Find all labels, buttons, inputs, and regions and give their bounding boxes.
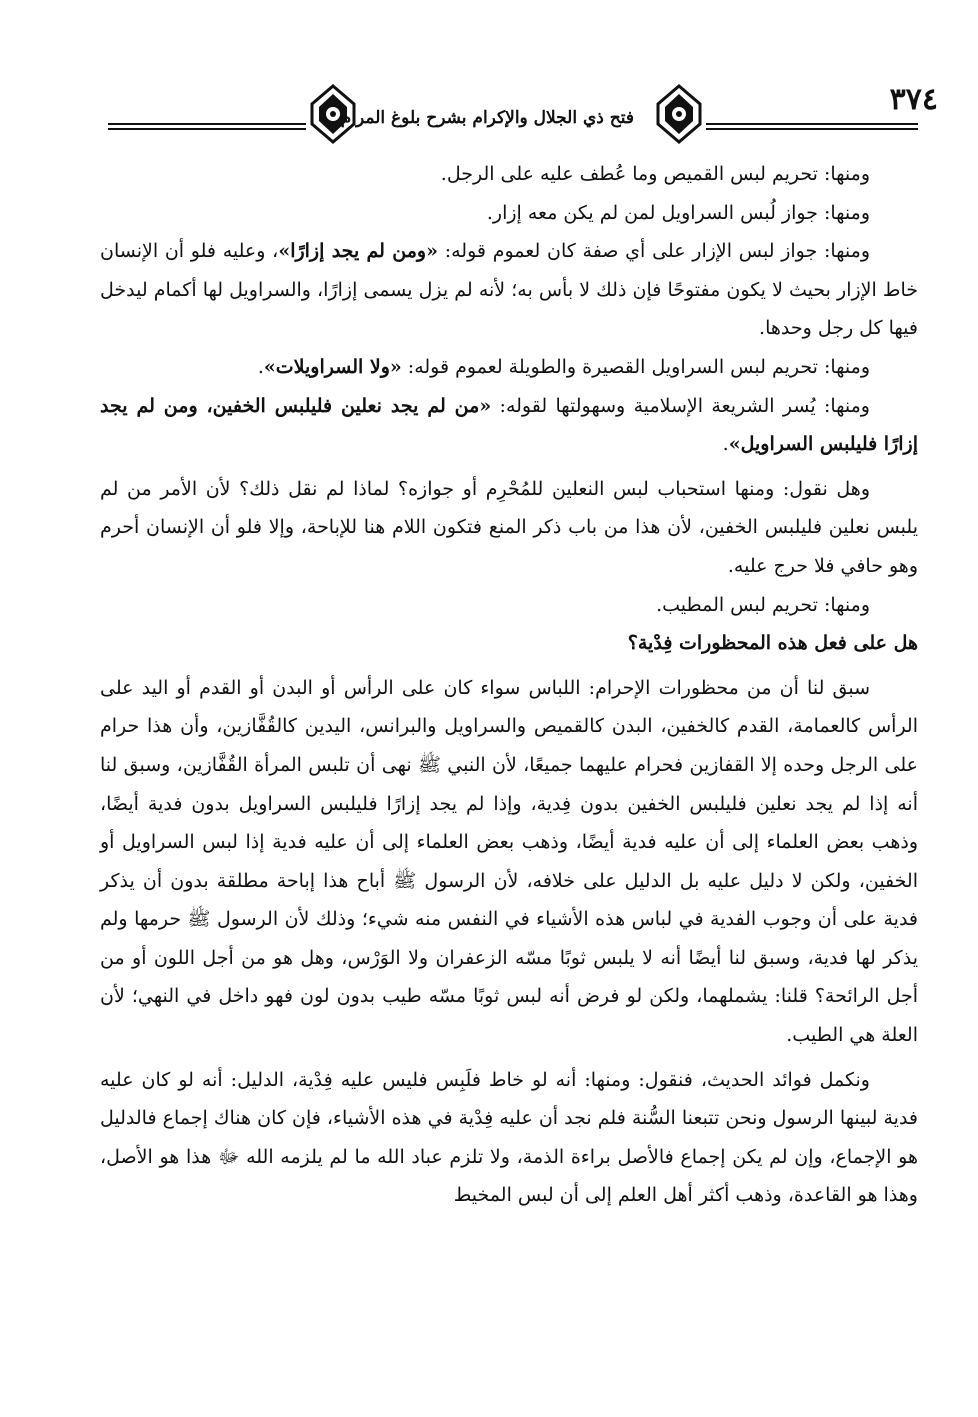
text-span: ومنها: تحريم لبس السراويل القصيرة والطويلة لعموم قوله: xyxy=(401,355,870,378)
paragraph xyxy=(100,194,918,233)
paragraph xyxy=(100,387,918,464)
paragraph xyxy=(100,155,918,194)
right-ornament-icon xyxy=(652,84,706,144)
text-span: ومنها: جواز لبس الإزار على أي صفة كان لعموم قوله: xyxy=(437,240,871,263)
page-header xyxy=(0,0,978,150)
text-span: ومنها: يُسر الشريعة الإسلامية وسهولتها لقوله: xyxy=(491,394,870,417)
running-title: فتح ذي الجلال والإكرام بشرح بلوغ المرام xyxy=(340,108,634,128)
paragraph xyxy=(100,470,918,586)
text-span: . xyxy=(722,433,729,456)
hadith-quote: «من لم يجد نعلين فليلبس الخفين، ومن لم يجد إزارًا فليلبس السراويل» xyxy=(100,394,918,456)
hadith-quote: «ومن لم يجد إزارًا» xyxy=(278,240,438,263)
text-span: هل على فعل هذه المحظورات فِدْية؟ xyxy=(627,632,918,655)
text-span: وهل نقول: ومنها استحباب لبس النعلين للمُحْرِم أو جوازه؟ لماذا لم نقل ذلك؟ لأن الأمر من لم يلبس نعلين فليلبس الخفين، لأن هذا من باب ذكر المنع فتكون اللام هنا للإباحة، وإلا فلو أن الإنسان أحرم وهو حافي فلا حرج عليه. xyxy=(100,477,918,577)
header-rule-right-2 xyxy=(706,128,918,130)
body-text xyxy=(100,155,918,1215)
text-span: . xyxy=(257,355,264,378)
paragraph xyxy=(100,232,918,348)
paragraph xyxy=(100,586,918,625)
text-span: ومنها: جواز لُبس السراويل لمن لم يكن معه إزار. xyxy=(486,201,870,224)
text-span: ومنها: تحريم لبس القميص وما عُطف عليه على الرجل. xyxy=(440,163,870,185)
header-rule-right xyxy=(706,123,918,125)
text-span: ونكمل فوائد الحديث، فنقول: ومنها: أنه لو خاط فلَبِس فليس عليه فِدْية، الدليل: أنه لو كان عليه فدية لبينها الرسول ونحن تتبعنا السُّنة فلم نجد أن عليه فِدْية في هذه الأشياء، فإن كان هناك إجماع فالدليل هو الإجماع، وإن لم يكن إجماع فالأصل براءة الذمة، ولا تلزم عباد الله ما لم يلزمه الله ﷻ هذا هو الأصل، وهذا هو القاعدة، وذهب أكثر أهل العلم إلى أن لبس المخيط xyxy=(100,1068,918,1207)
paragraph xyxy=(100,669,918,1055)
header-rule-left-2 xyxy=(108,128,306,130)
paragraph xyxy=(100,348,918,387)
paragraph xyxy=(100,1061,918,1215)
hadith-quote: «ولا السراويلات» xyxy=(263,355,402,378)
section-heading xyxy=(100,624,918,663)
page-number: ٣٧٤ xyxy=(889,82,938,117)
text-span: سبق لنا أن من محظورات الإحرام: اللباس سواء كان على الرأس أو البدن أو القدم أو اليد على الرأس كالعمامة، القدم كالخفين، البدن كالقميص والسراويل والبرانس، اليدين كالقُفَّازين، وأن هذا حرام على الرجل وحده إلا القفازين فحرام عليهما جميعًا، لأن النبي ﷺ نهى أن تلبس المرأة القُفَّازين، وسبق لنا أنه إذا لم يجد نعلين فليلبس الخفين بدون فِدية، وإذا لم يجد إزارًا فليلبس السراويل بدون فدية أيضًا، وذهب بعض العلماء إلى أن عليه فدية أيضًا، وذهب بعض العلماء إلى أن عليه فدية إذا لبس السراويل أو الخفين، ولكن لا دليل عليه بل الدليل على خلافه، لأن الرسول ﷺ أباح هذا إباحة مطلقة بدون أن يذكر فدية على أن وجوب الفدية في لباس هذه الأشياء في النفس منه شيء؛ وذلك لأن الرسول ﷺ حرمها ولم يذكر لها فدية، وسبق لنا أيضًا أنه لا يلبس ثوبًا مسّه الزعفران ولا الوَرْس، وهل هو من أجل اللون أو من أجل الرائحة؟ قلنا: يشملهما، ولكن لو فرض أنه لبس ثوبًا مسّه طيب بدون لون فهو داخل في النهي؛ لأن العلة هي الطيب. xyxy=(100,676,918,1047)
text-span: ، وعليه فلو أن الإنسان خاط الإزار بحيث لا يكون مفتوحًا فإن ذلك لا بأس به؛ لأنه لم يزل يسمى إزارًا، والسراويل لها أكمام ليدخل فيها كل رجل وحدها. xyxy=(100,240,918,340)
header-rule-left xyxy=(108,123,306,125)
text-span: ومنها: تحريم لبس المطيب. xyxy=(656,593,870,616)
